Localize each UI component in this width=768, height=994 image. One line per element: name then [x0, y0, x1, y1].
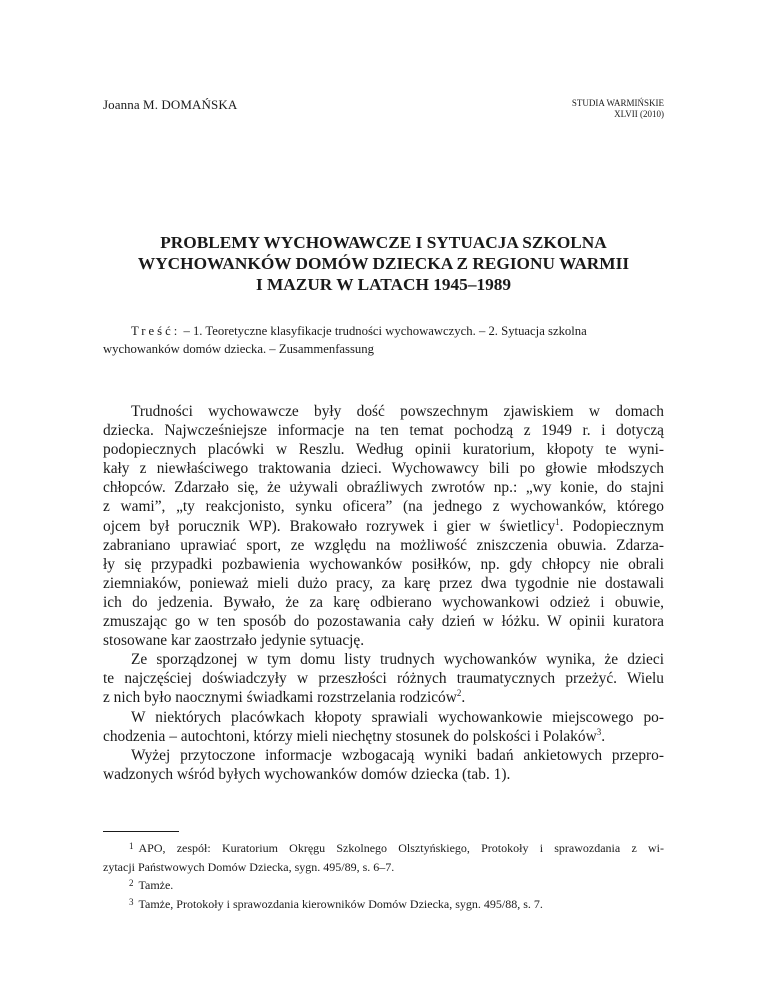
body-line: W niektórych placówkach kłopoty sprawiali wychowankowie miejscowego po-	[131, 708, 664, 726]
table-of-contents	[103, 322, 664, 358]
contents-text: wychowanków domów dziecka. – Zusammenfassung	[103, 342, 374, 356]
footnote-divider	[103, 831, 179, 832]
body-line: z wami”, „ty reakcjonisto, synku oficera” (na jednego z wychowanków, którego	[103, 498, 664, 516]
body-line: kały z niewłaściwego traktowania dzieci. Wychowawcy bili po głowie młodszych	[103, 460, 664, 478]
footnote-1: $^1$ APO, zespół: Kuratorium Okręgu Szkolnego Olsztyńskiego, Protokoły i sprawozdania z wi-	[129, 841, 664, 855]
footnote-number: 1	[129, 841, 134, 851]
body-line: ły się przypadki pozbawienia wychowanków posiłków, np. gdy chłopcy nie obrali	[103, 555, 664, 573]
body-line: ziemniaków, ponieważ mieli dużo pracy, za karę przez dwa tygodnie nie dostawali	[103, 574, 664, 592]
contents-label: Treść:	[131, 324, 181, 338]
body-line: te najczęściej doświadczyły w przeszłości różnych traumatycznych przeżyć. Wielu	[103, 670, 664, 688]
body-line: zabraniano uprawiać sport, ze względu na możliwość zniszczenia obuwia. Zdarza-	[103, 536, 664, 554]
author-name: Joanna M. DOMAŃSKA	[103, 97, 238, 112]
footnote-number: 2	[129, 878, 134, 888]
body-line: chodzenia – autochtoni, którzy mieli niechętny stosunek do polskości i Polaków$^3$.	[103, 726, 606, 745]
footnote-2: $^2$ Tamże.	[129, 878, 174, 892]
title-line: I MAZUR W LATACH 1945–1989	[255, 275, 512, 294]
title-line: WYCHOWANKÓW DOMÓW DZIECKA Z REGIONU WARMII	[137, 254, 630, 273]
journal-name: STUDIA WARMIŃSKIE	[571, 98, 664, 108]
body-line: ich do jedzenia. Bywało, że za karę odbierano wychowankowi odzież i obuwie,	[103, 593, 664, 611]
footnote-ref-2[interactable]: 2	[456, 688, 462, 699]
body-line: z nich było naocznymi świadkami rozstrzelania rodziców$^2$.	[103, 688, 466, 707]
body-line: wadzonych wśród byłych wychowanków domów dziecka (tab. 1).	[103, 765, 511, 783]
journal-volume: XLVII (2010)	[614, 109, 664, 119]
body-line: stosowane kar zaostrzało jedynie sytuację.	[103, 632, 365, 650]
body-line: zmuszając go w ten sposób do pozostawania cały dzień w łóżku. W opinii kuratora	[103, 613, 664, 631]
footnote-3: $^3$ Tamże, Protokoły i sprawozdania kierowników Domów Dziecka, sygn. 495/88, s. 7.	[129, 896, 543, 911]
footnote-1-cont: zytacji Państwowych Domów Dziecka, sygn. 495/89, s. 6–7.	[103, 859, 395, 874]
journal-info	[572, 98, 664, 120]
footnote-ref-1[interactable]: 1	[555, 516, 560, 527]
footnote-number: 3	[129, 896, 134, 907]
body-line: podopiecznych placówki w Reszlu. Według opinii kuratorium, kłopoty te wyni-	[103, 441, 664, 459]
footnote-ref-3[interactable]: 3	[596, 726, 602, 737]
body-line: ojcem był porucznik WP). Brakowało rozrywek i gier w świetlicy$^1$. Podopiecznym	[103, 516, 664, 535]
body-line: chłopców. Zdarzało się, że używali obraźliwych zwrotów np.: „wy konie, do stajni	[103, 479, 664, 497]
title-line: PROBLEMY WYCHOWAWCZE I SYTUACJA SZKOLNA	[160, 233, 607, 252]
article-title	[103, 232, 664, 295]
body-line: Trudności wychowawcze były dość powszechnym zjawiskiem w domach	[131, 403, 664, 420]
body-line: Wyżej przytoczone informacje wzbogacają wyniki badań ankietowych przepro-	[131, 746, 664, 764]
body-line: dziecka. Najwcześniejsze informacje na ten temat pochodzą z 1949 r. i dotyczą	[103, 422, 664, 440]
contents-text: – 1. Teoretyczne klasyfikacje trudności wychowawczych. – 2. Sytuacja szkolna	[183, 324, 587, 338]
article-body	[103, 402, 664, 784]
body-line: Ze sporządzonej w tym domu listy trudnych wychowanków wynika, że dzieci	[131, 651, 664, 669]
footnotes	[103, 839, 664, 913]
